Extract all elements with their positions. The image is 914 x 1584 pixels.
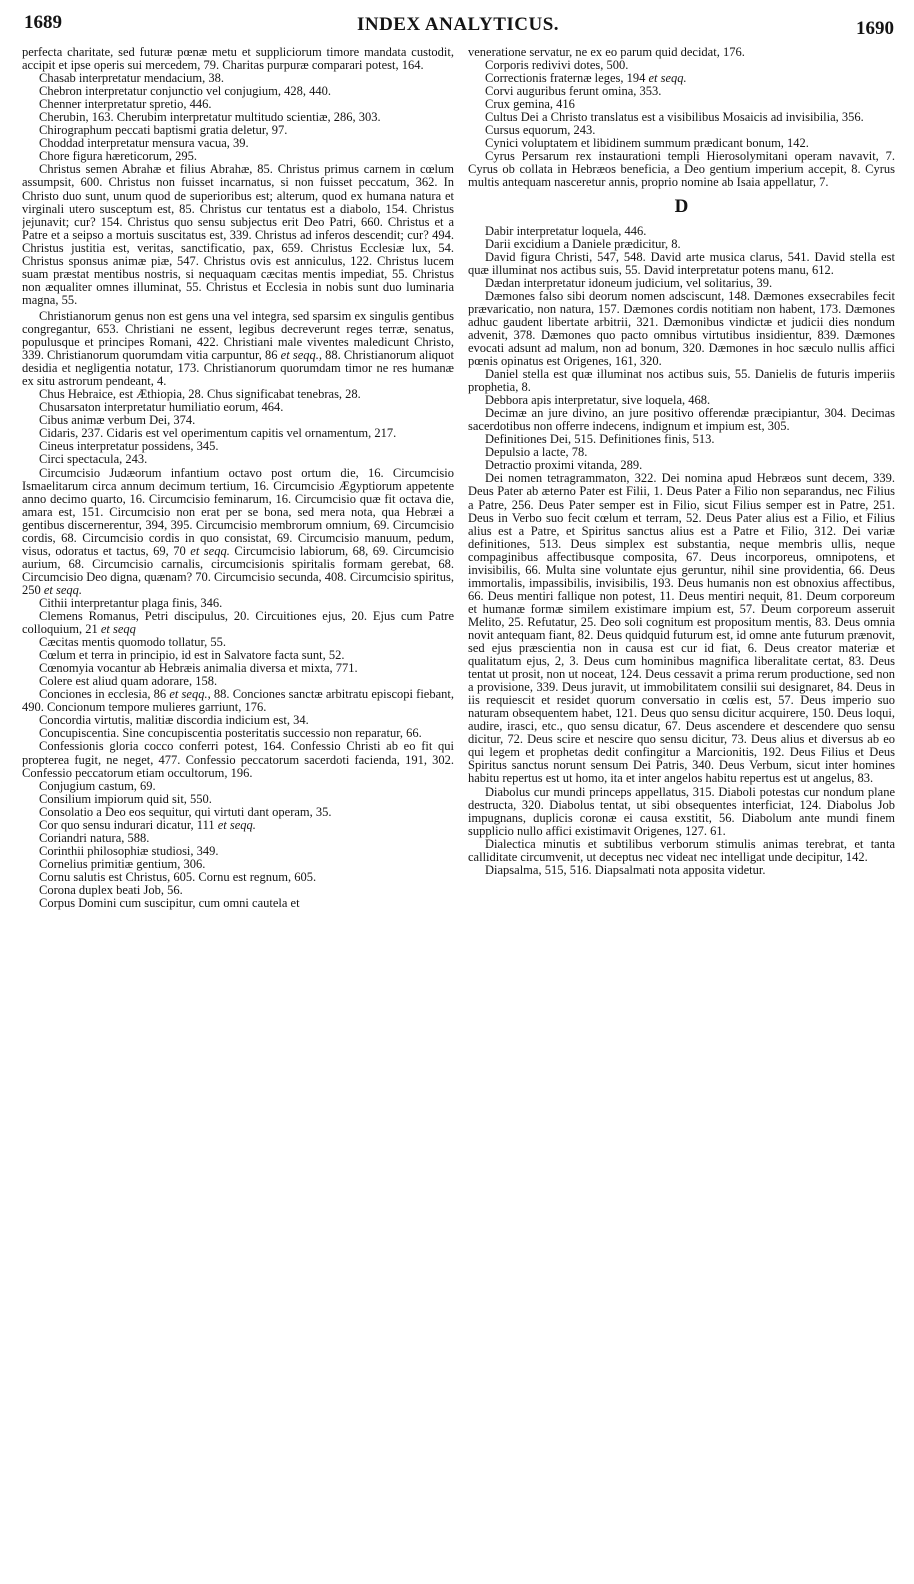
index-entry: Corinthii philosophiæ studiosi, 349. [39, 843, 219, 858]
index-entry: Chore figura hæreticorum, 295. [39, 149, 197, 164]
index-entry: Corporis redivivi dotes, 500. [485, 58, 629, 73]
index-entry: Dædan interpretatur idoneum judicium, vel solitarius, 39. [485, 275, 773, 290]
index-entry: Cherubin, 163. Cherubim interpretatur multitudo scientiæ, 286, 303. [39, 110, 381, 125]
index-entry: Detractio proximi vitanda, 289. [485, 458, 643, 473]
index-entry: Darii excidium a Daniele prædicitur, 8. [485, 236, 681, 251]
right-column [468, 46, 895, 1576]
index-entry: Dei nomen tetragrammaton, 322. Dei nomina apud Hebræos sunt decem, 339. Deus Pater ab æterno Pater est Filii, 1. Deus Pater a Filio non separandus, nec Filius a Patre, 256. Deus Pater semper est in Filio, sicut Filius semper est in Patre, 251. Deus in Verbo suo fecit cœlum et terram, 52. Deus Pater alius est a Filio, et Filius alius est a Patre, et Spiritus sanctus alius est a Patre et Filio, 312. Dei variæ definitiones, 513. Deus simplex est substantia, neque membris ullis, neque compaginibus affectibusque composita, 67. Deus incorporeus, omnipotens, et invisibilis, 66. Multa sine voluntate ejus geruntur, nihil sine providentia, 66. Deus immortalis, impassibilis, invisibilis, 193. Deus humanis non est obnoxius affectibus, 66. Deus mentiri fallique non potest, 11. Deus mentiri nequit, 81. Deum corporeum et humanæ formæ similem existimare impium est, 57. Deum corporeum asseruit Melito, 25. Refutatur, 25. Deo soli cognitum est propositum mentis, 83. Deus omnia novit antequam fiant, 82. Deus quidquid futurum est, id omne ante futurum prænovit, sed ejus præscientia non in causa est cur id fiat, 6. Deus creator materiæ et qualitatum ejus, 2, 3. Deus cum hominibus magnifica liberalitate certat, 83. Deus tentat ut prosit, non ut noceat, 124. Deus cessavit a prima rerum productione, sed non a provisione, 339. Deus juravit, ut immobilitatem consilii sui designaret, 84. Deus in iis requiescit et residet quorum conversatio in cœlis est, 57. Deus imperio suo naturam obsequentem habet, 121. Deus quo sensu dicitur acquirere, 150. Deus loqui, audire, irasci, etc., quo sensu dicatur, 67. Deus ascendere et descendere quo sensu dicitur, 72. Deus scire et nescire quo sensu dicitur, 73. Deus alius et diversus ab eo qui legem et prophetas dedit confingitur a Marcionitis, 192. Deus Filius et Deus Spiritus sanctus norunt sensum Dei Patris, 340. Deus Verbum, sicut inter homines habitu repertus est ut homo, ita et inter angelos habitu repertus est ut angelus, 83. [468, 471, 895, 786]
index-entry: Dabir interpretatur loquela, 446. [485, 223, 647, 238]
index-entry: Cynici voluptatem et libidinem summum prædicant bonum, 142. [485, 136, 809, 151]
index-entry: Circi spectacula, 243. [39, 452, 148, 467]
index-entry: Diapsalma, 515, 516. Diapsalmati nota apposita videtur. [485, 862, 766, 877]
index-entry: Christus semen Abrahæ et filius Abrahæ, 85. Christus primus carnem in cœlum assumpsit, 600. Christus non fuisset incarnatus, si non fuisset peccatum, 362. In Christo duo sunt, unum quod de superioribus est; alterum, quod ex humana natura et virginali utero susceptum est, 85. Christus cur tentatus est a diabolo, 154. Christus jejunavit; cur? 154. Christus quo sensu subjectus erit Deo Patri, 660. Christus et a Patre et a seipso a mortuis suscitatus est, 339. Christus ad inferos descendit; cur? 494. Christus justitia est, veritas, sanctificatio, pax, 659. Christus Ecclesiæ lux, 54. Christus sponsus animæ piæ, 547. Christus ovis est anniculus, 122. Christus lucem suam præstat mentibus nostris, si nequaquam cæcitas mentis impediat, 55. Christus non æqualiter omnes illuminat, 55. Christus et Ecclesia in nobis sunt duo luminaria magna, 55. [22, 162, 454, 307]
index-entry: Confessionis gloria cocco conferri potest, 164. Confessio Christi ab eo fit qui propterea fugit, ne neget, 477. Confessio peccatorum sacerdoti facienda, 191, 302. Confessio peccatorum etiam occultorum, 196. [22, 739, 454, 780]
index-entry: veneratione servatur, ne ex eo parum quid decidat, 176. [468, 46, 745, 59]
index-entry: David figura Christi, 547, 548. David arte musica clarus, 541. David stella est quæ illuminat nos actibus suis, 55. David interpretatur potens manu, 612. [468, 249, 895, 277]
index-entry: Cibus animæ verbum Dei, 374. [39, 413, 196, 428]
index-entry: Circumcisio Judæorum infantium octavo post ortum die, 16. Circumcisio Ismaelitarum circa annum decimum tertium, 16. Circumcisio Ægyptiorum appetente anno decimo quarto, 16. Circumcisio feminarum, 16. Circumcisio quæ fit octava die, amara est, 151. Circumcisio non erat per se bona, sed mera nota, qua Hebræi a gentibus discernerentur, 394, 395. Circumcisio membrorum omnium, 69. Circumcisio cordis, 68. Circumcisio cordis in quo consistat, 69. Circumcisio manuum, pedum, visus, odoratus et tactus, 69, 70 et seqq. Circumcisio labiorum, 68, 69. Circumcisio aurium, 68. Circumcisio carnalis, circumcisionis spiritalis formam gerebat, 68. Circumcisio Deo digna, quænam? 70. Circumcisio secunda, 408. Circumcisio spiritus, 250 et seqq. [22, 465, 454, 597]
index-entry: Depulsio a lacte, 78. [485, 445, 588, 460]
index-entry: Consilium impiorum quid sit, 550. [39, 791, 212, 806]
index-entry: Cæcitas mentis quomodo tollatur, 55. [39, 635, 226, 650]
index-entry: Chus Hebraice, est Æthiopia, 28. Chus significabat tenebras, 28. [39, 387, 361, 402]
index-entry: Concordia virtutis, malitiæ discordia indicium est, 34. [39, 713, 309, 728]
index-entry: Correctionis fraternæ leges, 194 et seqq. [485, 71, 687, 86]
index-entry: Cithii interpretantur plaga finis, 346. [39, 595, 223, 610]
index-entry: Cursus equorum, 243. [485, 123, 596, 138]
index-entry: Concupiscentia. Sine concupiscentia posteritatis successio non reparatur, 66. [39, 726, 422, 741]
page-header [22, 12, 894, 42]
index-entry: Cultus Dei a Christo translatus est a visibilibus Mosaicis ad invisibilia, 356. [485, 110, 864, 125]
index-entry: Corvi auguribus ferunt omina, 353. [485, 84, 662, 99]
index-entry: Crux gemina, 416 [485, 97, 575, 112]
index-entry: Christianorum genus non est gens una vel integra, sed sparsim ex singulis gentibus congregantur, 653. Christiani ne essent, legibus decreverunt reges terræ, senatus, populusque et principes Romani, 422. Christiani male viventes maledicunt Christo, 339. Christianorum quorumdam vitia carpuntur, 86 et seqq., 88. Christianorum aliquot desidia et negligentia notatur, 173. Christianorum quorumdam timor ne res humanæ ex situ astrorum pendeant, 4. [22, 308, 454, 389]
right-column-d-entries [468, 225, 895, 877]
index-entry: Corpus Domini cum suscipitur, cum omni cautela et [39, 896, 300, 911]
index-entry: Colere est aliud quam adorare, 158. [39, 674, 218, 689]
page-number-left: 1689 [24, 12, 62, 33]
index-entry: Cidaris, 237. Cidaris est vel operimentum capitis vel ornamentum, 217. [39, 426, 397, 441]
index-entry: Conciones in ecclesia, 86 et seqq., 88. Conciones sanctæ arbitratu episcopi fiebant, 490. Concionum tempore mulieres garriunt, 176. [22, 687, 454, 715]
page-number-right: 1690 [856, 18, 894, 39]
index-entry: Corona duplex beati Job, 56. [39, 883, 183, 897]
running-title: INDEX ANALYTICUS. [356, 14, 560, 35]
index-entry: Chebron interpretatur conjunctio vel conjugium, 428, 440. [39, 84, 331, 99]
index-entry: Cœlum et terra in principio, id est in Salvatore facta sunt, 52. [39, 648, 345, 663]
index-entry: Dæmones falso sibi deorum nomen adsciscunt, 148. Dæmones exsecrabiles fecit prævaricatio, non natura, 157. Dæmones cordis notitiam non habent, 173. Dæmones adhuc gaudent libertate arbitrii, 321. Dæmonibus vindictæ et judicii dies nondum advenit, 378. Dæmones quo pacto omnibus virtutibus insidientur, 839. Dæmones evocati adsunt ad malum, non ad bonum, 320. Dæmones in hoc sæculo nullis affici pœnis opinatus est Origenes, 161, 320. [468, 288, 895, 368]
index-entry: Cyrus Persarum rex instaurationi templi Hierosolymitani operam navavit, 7. Cyrus ob collata in Hebræos beneficia, a Deo gentium imperium accepit, 8. Cyrus multis antequam nasceretur annis, proprio nomine ab Isaia appellatur, 7. [468, 149, 895, 190]
index-entry: Chirographum peccati baptismi gratia deletur, 97. [39, 123, 288, 138]
index-entry: Debbora apis interpretatur, sive loquela, 468. [485, 393, 711, 408]
index-entry: Decimæ an jure divino, an jure positivo offerendæ præcipiantur, 304. Decimas sacerdotibus non offerre indecens, indignum et impium est, 305. [468, 406, 895, 434]
left-column [22, 46, 454, 1576]
index-entry: Diabolus cur mundi princeps appellatus, 315. Diaboli potestas cur nondum plane destructa, 320. Diabolus tentat, ut sibi obsequentes interficiat, 124. Diabolus Job impugnans, duplicis coronæ ei causa exstitit, 56. Diabolum ante mundi finem supplicio nullo affici existimavit Origenes, 127. 61. [468, 784, 895, 838]
index-entry: Definitiones Dei, 515. Definitiones finis, 513. [485, 432, 715, 447]
index-entry: Chasab interpretatur mendacium, 38. [39, 71, 225, 86]
index-entry: Choddad interpretatur mensura vacua, 39. [39, 136, 249, 151]
index-entry: Clemens Romanus, Petri discipulus, 20. Circuitiones ejus, 20. Ejus cum Patre colloquium, 21 et seqq [22, 609, 454, 637]
index-entry: Dialectica minutis et subtilibus verborum stimulis animas terebrat, et tanta calliditate circumvenit, ut deceptus nec videat nec intelligat unde decipitur, 142. [468, 836, 895, 864]
index-entry: Coriandri natura, 588. [39, 830, 150, 845]
section-letter-heading: D [674, 195, 689, 217]
index-entry: Cineus interpretatur possidens, 345. [39, 439, 219, 454]
index-entry: Cor quo sensu indurari dicatur, 111 et seqq. [39, 817, 256, 832]
index-entry: Chenner interpretatur spretio, 446. [39, 97, 212, 112]
index-entry: Cornelius primitiæ gentium, 306. [39, 856, 206, 871]
index-entry: Chusarsaton interpretatur humiliatio eorum, 464. [39, 400, 284, 415]
index-entry: Daniel stella est quæ illuminat nos actibus suis, 55. Danielis de futuris imperiis prophetia, 8. [468, 367, 895, 395]
index-entry: Conjugium castum, 69. [39, 778, 156, 793]
index-entry: perfecta charitate, sed futuræ pœnæ metu et suppliciorum timore mandata custodit, accipit et ipse operis sui mercedem, 79. Charitas purpuræ comparari potest, 164. [22, 46, 454, 73]
right-column-c-entries [468, 46, 895, 190]
index-entry: Cornu salutis est Christus, 605. Cornu est regnum, 605. [39, 869, 317, 884]
index-entry: Cœnomyia vocantur ab Hebræis animalia diversa et mixta, 771. [39, 661, 358, 676]
index-entry: Consolatio a Deo eos sequitur, qui virtuti dant operam, 35. [39, 804, 332, 819]
